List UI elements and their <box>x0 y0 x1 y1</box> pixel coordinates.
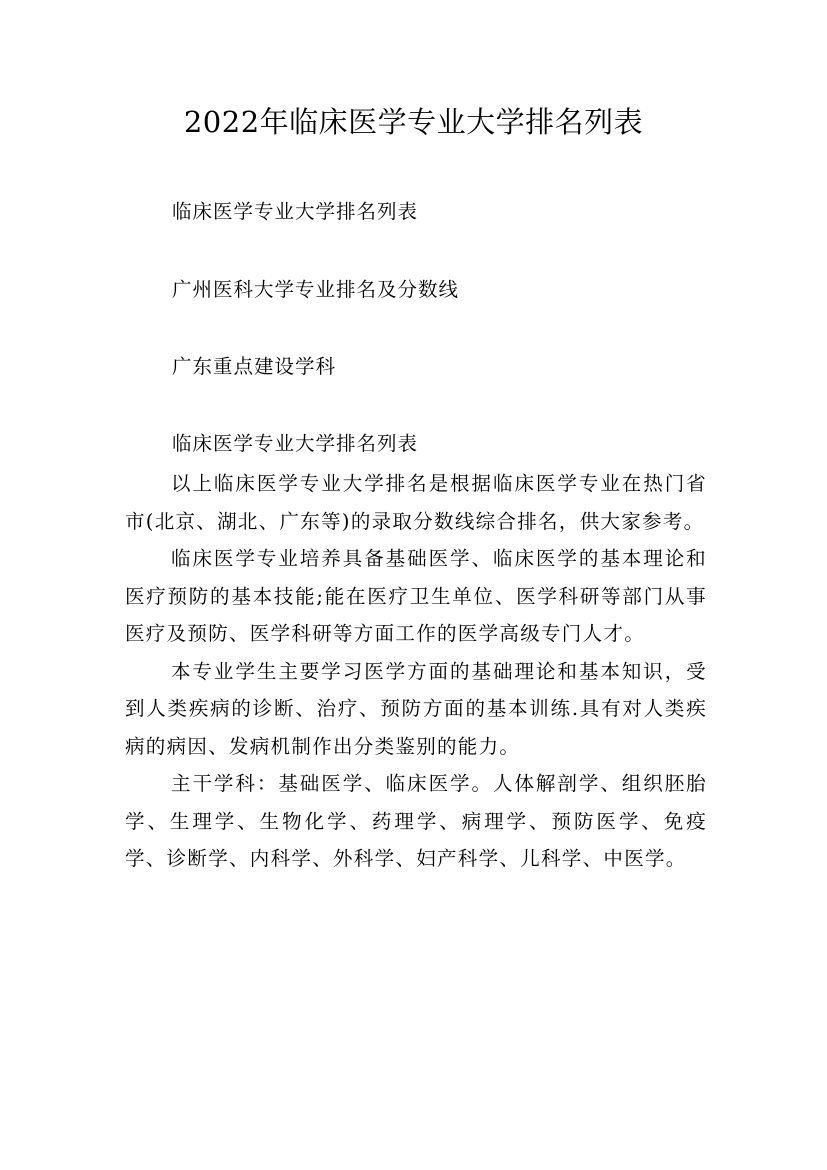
document-title: 2022年临床医学专业大学排名列表 <box>183 105 644 139</box>
heading-guangdong-key-disciplines: 广东重点建设学科 <box>172 355 337 378</box>
body-text <box>125 465 707 878</box>
heading-ranking-list: 临床医学专业大学排名列表 <box>172 200 419 223</box>
paragraph-main-disciplines: 主干学科：基础医学、临床医学。人体解剖学、组织胚胎学、生理学、生物化学、药理学、病理学、预防医学、免疫学、诊断学、内科学、外科学、妇产科学、儿科学、中医学。 <box>125 772 707 870</box>
heading-guangzhou-medical-university: 广州医科大学专业排名及分数线 <box>172 278 460 301</box>
heading-ranking-list-repeat: 临床医学专业大学排名列表 <box>172 432 419 455</box>
paragraph-ranking-basis: 以上临床医学专业大学排名是根据临床医学专业在热门省市(北京、湖北、广东等)的录取分数线综合排名，供大家参考。 <box>125 472 707 533</box>
paragraph-study-content: 本专业学生主要学习医学方面的基础理论和基本知识，受到人类疾病的诊断、治疗、预防方面的基本训练.具有对人类疾病的病因、发病机制作出分类鉴别的能力。 <box>125 659 707 758</box>
paragraph-training-goals: 临床医学专业培养具备基础医学、临床医学的基本理论和医疗预防的基本技能;能在医疗卫生单位、医学科研等部门从事医疗及预防、医学科研等方面工作的医学高级专门人才。 <box>125 547 707 645</box>
